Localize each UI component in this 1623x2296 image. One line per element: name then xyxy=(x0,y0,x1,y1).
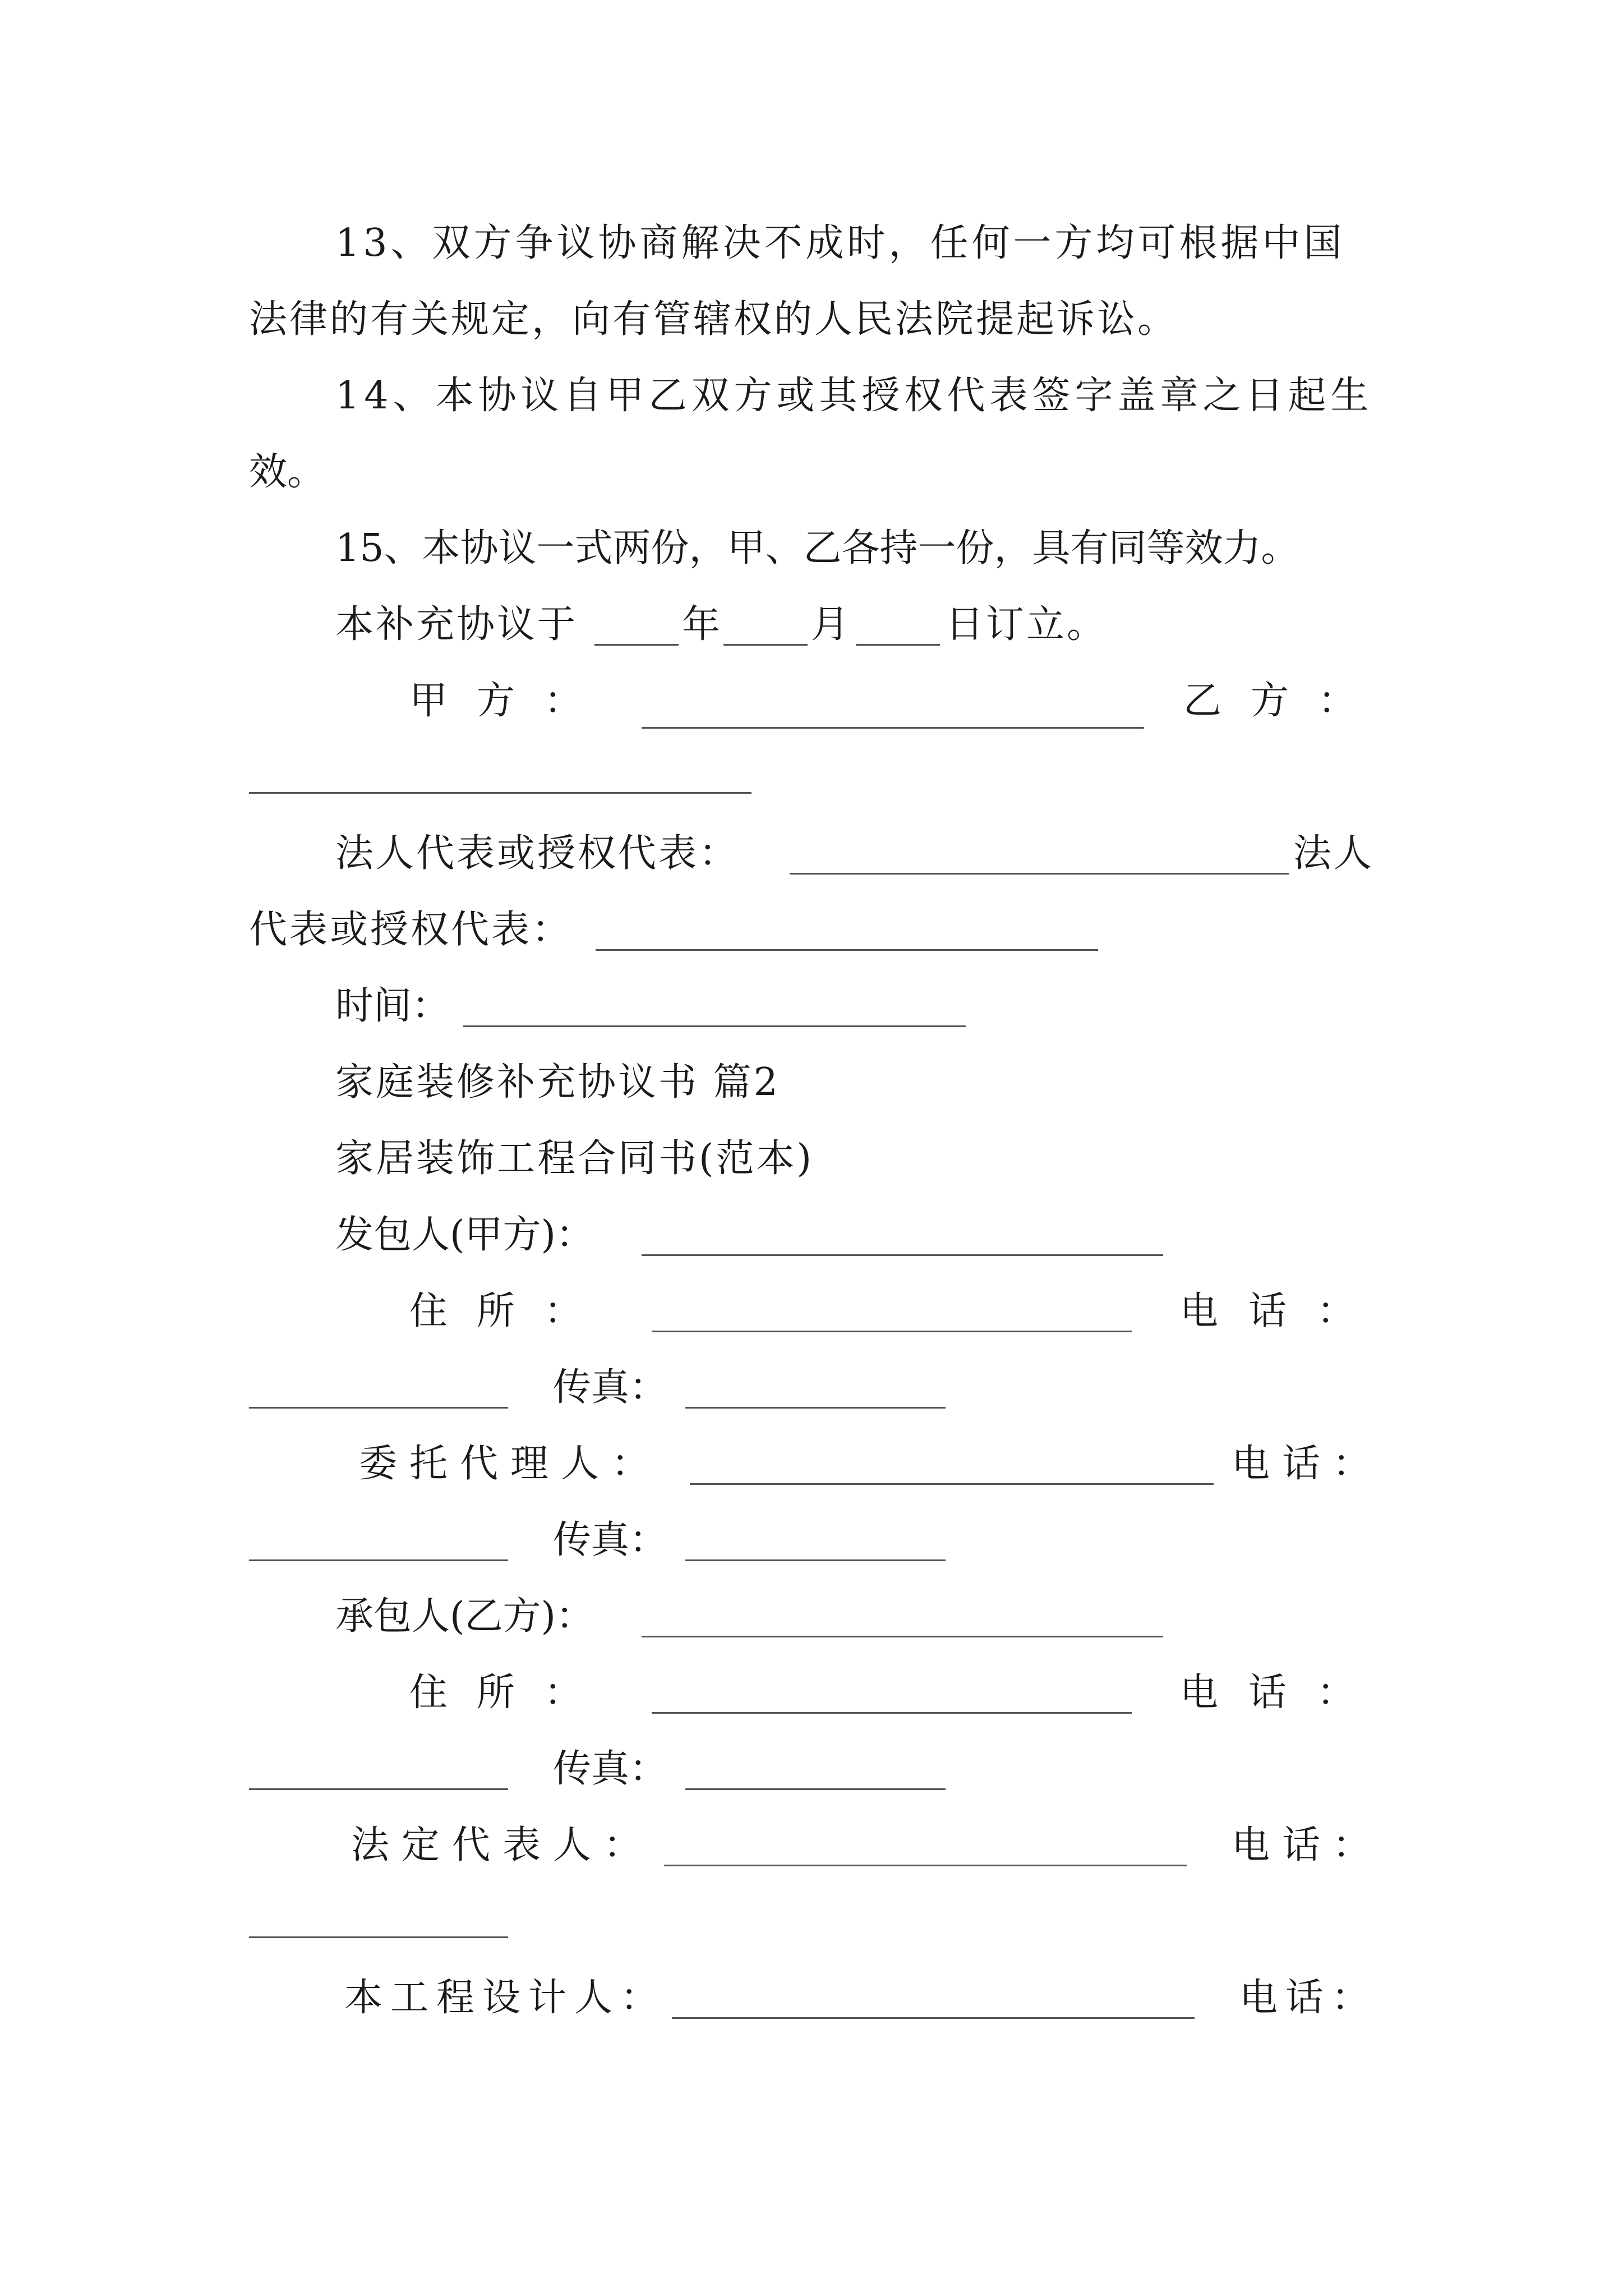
employer-agent-phone-label: 电话： xyxy=(1232,1442,1384,1486)
clause-14-line-2 xyxy=(0,433,1623,512)
legal-rep-a-label: 法人代表或授权代表： xyxy=(335,831,740,876)
party-a-label: 甲方： xyxy=(409,679,612,723)
party-b-label: 乙方： xyxy=(1183,679,1386,723)
legal-representative-line xyxy=(0,1806,1623,1885)
employer-agent-line xyxy=(0,1425,1623,1503)
signing-date-line xyxy=(0,586,1623,664)
clause-14-text-1: 14、本协议自甲乙双方或其授权代表签字盖章之日起生 xyxy=(335,374,1373,418)
legal-rep-b-blank[interactable] xyxy=(596,949,1098,951)
employer-phone-blank[interactable] xyxy=(249,1407,508,1409)
employer-fax-blank[interactable] xyxy=(685,1407,946,1409)
party-b-blank-line xyxy=(0,738,1623,817)
designer-label: 本工程设计人： xyxy=(344,1976,667,2020)
legal-representative-phone-blank[interactable] xyxy=(249,1936,508,1938)
legal-representative-blank[interactable] xyxy=(664,1865,1187,1866)
contractor-fax-blank[interactable] xyxy=(685,1788,946,1790)
contractor-fax-label: 传真： xyxy=(553,1747,668,1791)
contractor-blank[interactable] xyxy=(642,1636,1163,1637)
clause-14-text-2: 效。 xyxy=(249,450,326,494)
designer-blank[interactable] xyxy=(672,2017,1195,2019)
legal-representative-phone-label: 电话： xyxy=(1232,1823,1384,1867)
day-label: 日订立。 xyxy=(946,602,1108,647)
contract-title: 家居装饰工程合同书(范本) xyxy=(335,1137,814,1181)
clause-13-line-2 xyxy=(0,280,1623,359)
party-a-blank[interactable] xyxy=(642,727,1144,729)
party-a-b-line xyxy=(0,662,1623,740)
employer-agent-phone-blank[interactable] xyxy=(249,1559,508,1561)
year-label: 年 xyxy=(682,602,721,647)
contractor-line xyxy=(0,1577,1623,1656)
employer-fax-label: 传真： xyxy=(553,1365,668,1410)
contractor-address-label: 住所： xyxy=(409,1671,612,1715)
contract-title-line xyxy=(0,1120,1623,1198)
legal-representative-phone-blank-line xyxy=(0,1883,1623,1961)
contractor-phone-label: 电话： xyxy=(1180,1671,1386,1715)
contractor-label: 承包人(乙方)： xyxy=(335,1594,594,1639)
section-heading-line xyxy=(0,1043,1623,1122)
clause-13-text-1: 13、双方争议协商解决不成时，任何一方均可根据中国 xyxy=(335,221,1345,265)
employer-address-blank[interactable] xyxy=(652,1331,1132,1332)
legal-rep-a-blank[interactable] xyxy=(790,873,1289,875)
contractor-address-blank[interactable] xyxy=(652,1712,1132,1714)
employer-phone-label: 电话： xyxy=(1180,1289,1386,1333)
employer-label: 发包人(甲方)： xyxy=(335,1213,594,1257)
time-line xyxy=(0,967,1623,1046)
clause-15-line xyxy=(0,509,1623,588)
legal-rep-b-label-end: 代表或授权代表： xyxy=(249,908,573,952)
legal-rep-line-2 xyxy=(0,891,1623,969)
employer-agent-fax-line xyxy=(0,1501,1623,1580)
clause-14-line-1 xyxy=(0,357,1623,435)
signing-date-prefix: 本补充协议于 xyxy=(335,602,578,647)
time-blank[interactable] xyxy=(463,1025,966,1027)
clause-13-text-2: 法律的有关规定，向有管辖权的人民法院提起诉讼。 xyxy=(249,297,1178,342)
employer-blank[interactable] xyxy=(642,1254,1163,1256)
month-label: 月 xyxy=(811,602,850,647)
employer-fax-line xyxy=(0,1349,1623,1427)
month-blank[interactable] xyxy=(723,644,808,646)
designer-phone-label: 电话： xyxy=(1239,1976,1378,2020)
employer-agent-label: 委托代理人： xyxy=(359,1442,662,1486)
employer-address-line xyxy=(0,1272,1623,1351)
employer-agent-fax-label: 传真： xyxy=(553,1518,668,1562)
day-blank[interactable] xyxy=(856,644,940,646)
contractor-address-line xyxy=(0,1654,1623,1732)
employer-agent-blank[interactable] xyxy=(690,1483,1214,1485)
legal-representative-label: 法定代表人： xyxy=(351,1823,654,1867)
contractor-fax-line xyxy=(0,1730,1623,1809)
designer-line xyxy=(0,1959,1623,2037)
employer-line xyxy=(0,1196,1623,1274)
legal-rep-b-label-start: 法人 xyxy=(1293,831,1375,876)
employer-address-label: 住所： xyxy=(409,1289,612,1333)
employer-agent-fax-blank[interactable] xyxy=(685,1559,946,1561)
legal-rep-line-1 xyxy=(0,815,1623,893)
section-heading: 家庭装修补充协议书 篇2 xyxy=(335,1060,780,1105)
party-b-blank[interactable] xyxy=(249,792,751,794)
time-label: 时间： xyxy=(335,984,450,1028)
contractor-phone-blank[interactable] xyxy=(249,1788,508,1790)
clause-13-line-1 xyxy=(0,204,1623,283)
clause-15-text: 15、本协议一式两份，甲、乙各持一份，具有同等效力。 xyxy=(335,526,1299,570)
year-blank[interactable] xyxy=(594,644,679,646)
